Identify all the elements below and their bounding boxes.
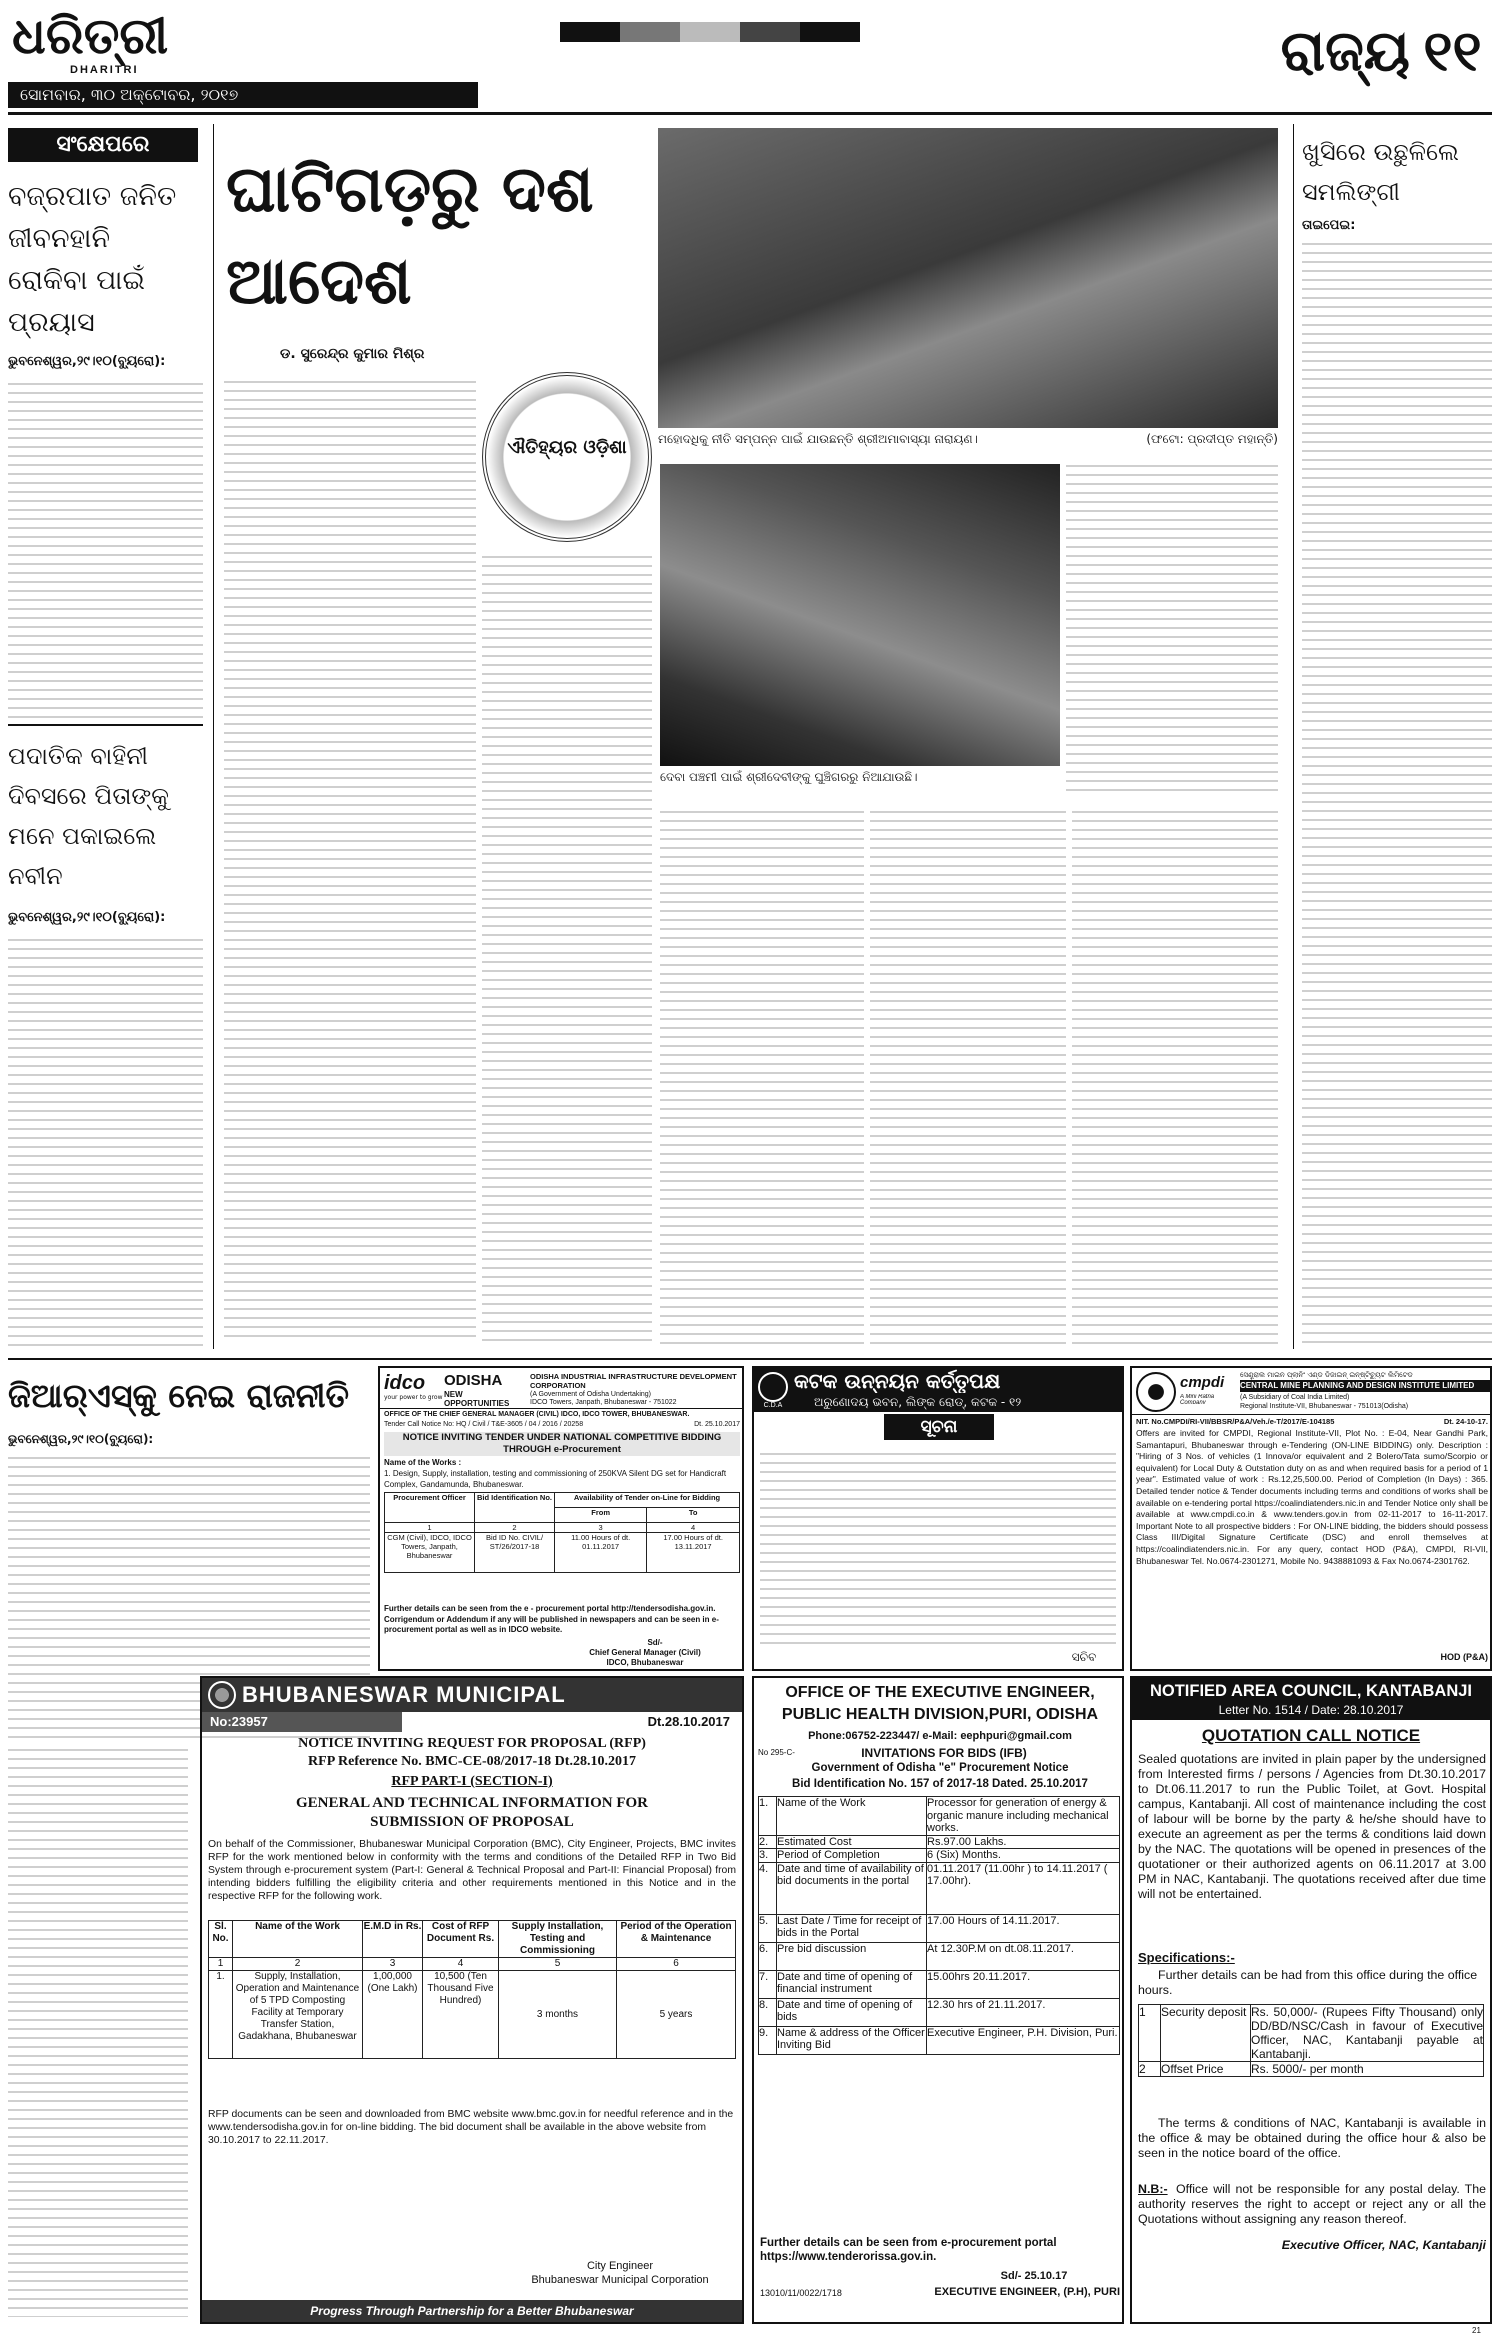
bmc-col-supply: Supply Installation, Testing and Commissioning bbox=[499, 1921, 617, 1958]
photo-caption-top: ମହୋଦଧିକୁ ନୀତି ସମ୍ପନ୍ନ ପାଇଁ ଯାଉଛନ୍ତି ଶ୍ରୀଅମାବାସ୍ୟା ନାରାୟଣ। bbox=[658, 432, 978, 446]
bmc-title: BHUBANESWAR MUNICIPAL bbox=[242, 1682, 566, 1707]
idco-logo-text: idco bbox=[384, 1372, 426, 1394]
idco-officer-cell: CGM (Civil), IDCO, IDCO Towers, Janpath, Bhubaneswar bbox=[385, 1533, 475, 1573]
newspaper-logo: ଧରିତ୍ରୀ bbox=[12, 6, 169, 65]
bmc-cell-emd: 1,00,000 (One Lakh) bbox=[363, 1971, 423, 2059]
feature-photo-top bbox=[658, 128, 1278, 428]
bmc-num-4: 4 bbox=[423, 1958, 499, 1971]
feature-body-col1 bbox=[224, 374, 476, 1344]
brief-title: ସଂକ୍ଷେପରେ bbox=[8, 128, 198, 162]
masthead bbox=[0, 0, 1500, 118]
phd-row5-no: 5. bbox=[759, 1914, 777, 1942]
phd-row1-value: Processor for generation of energy & organic manure including mechanical works. bbox=[927, 1797, 1120, 1836]
nac-signer: Executive Officer, NAC, Kantabanji bbox=[1281, 2238, 1486, 2252]
bmc-work-table bbox=[208, 1920, 736, 2059]
cda-notice-title: ସୂଚନା bbox=[884, 1414, 994, 1440]
bmc-num-5: 5 bbox=[499, 1958, 617, 1971]
idco-signer-office: IDCO, Bhubaneswar bbox=[606, 1658, 684, 1667]
idco-col-from: From bbox=[555, 1508, 647, 1523]
bmc-cell-slno: 1. bbox=[209, 1971, 233, 2059]
cmpdi-org-sub: (A Subsidiary of Coal India Limited) bbox=[1240, 1394, 1350, 1401]
phd-bid-id: Bid Identification No. 157 of 2017-18 Dated. 25.10.2017 bbox=[792, 1778, 1088, 1790]
idco-col-bid: Bid Identification No. bbox=[475, 1493, 555, 1523]
brief-story1-body bbox=[8, 376, 203, 718]
idco-num-2: 2 bbox=[475, 1523, 555, 1533]
bmc-num-2: 2 bbox=[233, 1958, 363, 1971]
idco-works-label: Name of the Works : bbox=[384, 1458, 462, 1467]
phd-row6-label: Pre bid discussion bbox=[777, 1942, 927, 1970]
phd-row7-no: 7. bbox=[759, 1970, 777, 1998]
idco-works-text: 1. Design, Supply, installation, testing and commissioning of 250KVA Silent DG set for Handicraft Complex, Gandamunda, Bhubaneswar. bbox=[384, 1469, 727, 1489]
phd-row3-value: 6 (Six) Months. bbox=[927, 1849, 1120, 1863]
idco-num-4: 4 bbox=[647, 1523, 740, 1533]
photo-caption-bottom: ଦେବା ପଞ୍ଚମୀ ପାଇଁ ଶ୍ରୀଦେବୀଙ୍କୁ ଘୁଞ୍ଚିଗରରୁ ନିଆଯାଉଛି। bbox=[660, 770, 918, 784]
bmc-num-6: 6 bbox=[617, 1958, 736, 1971]
phd-row7-value: 15.00hrs 20.11.2017. bbox=[927, 1970, 1120, 1998]
feature-body-col3 bbox=[1066, 458, 1278, 794]
brief-story2-body bbox=[8, 932, 203, 1346]
cda-logo bbox=[758, 1372, 788, 1402]
phd-row7-label: Date and time of opening of financial instrument bbox=[777, 1970, 927, 1998]
phd-row4-value: 01.11.2017 (11.00hr ) to 14.11.2017 ( 17.00hr). bbox=[927, 1862, 1120, 1914]
cda-title: କଟକ ଉନ୍ନୟନ କର୍ତ୍ତୃପକ୍ଷ bbox=[794, 1369, 1001, 1393]
brief-column bbox=[8, 124, 208, 1354]
bmc-heading-2: RFP Reference No. BMC-CE-08/2017-18 Dt.28.10.2017 bbox=[308, 1754, 636, 1769]
mid-page-rule bbox=[8, 1358, 1492, 1360]
phd-sd: Sd/- 25.10.17 bbox=[1000, 2270, 1068, 2282]
feature-body-col4 bbox=[660, 804, 864, 1344]
phd-contact: Phone:06752-223447/ e-Mail: eephpuri@gmail.com bbox=[808, 1730, 1072, 1742]
bmc-signer: City Engineer bbox=[586, 2260, 654, 2272]
phd-row9-no: 9. bbox=[759, 2026, 777, 2054]
nac-terms: The terms & conditions of NAC, Kantabanji is available in the office & may be obtained during the office hour & also be seen in the notice board of the office. bbox=[1138, 2116, 1486, 2160]
idco-to-cell: 17.00 Hours of dt. 13.11.2017 bbox=[647, 1533, 740, 1573]
phd-row6-no: 6. bbox=[759, 1942, 777, 1970]
idco-rule bbox=[380, 1408, 742, 1409]
masthead-rule bbox=[8, 112, 1492, 115]
feature-body-col5 bbox=[870, 804, 1066, 1344]
photo-credit: (ଫଟୋ: ପ୍ରଦୀପ୍ତ ମହାନ୍ତି) bbox=[1146, 432, 1278, 446]
phd-row2-value: Rs.97.00 Lakhs. bbox=[927, 1835, 1120, 1849]
phd-signer: EXECUTIVE ENGINEER, (P.H), PURI bbox=[934, 2286, 1120, 2298]
cda-notice-body bbox=[760, 1446, 1116, 1646]
column-rule-left bbox=[213, 124, 214, 1349]
nac-row1-value: Rs. 50,000/- (Rupees Fifty Thousand) only DD/BD/NSC/Cash in favour of Executive Officer, NAC, Kantabanji payable at Kantabanji. bbox=[1251, 2005, 1483, 2061]
nac-nb: Office will not be responsible for any postal delay. The authority reserves the right to accept or reject any or all the Quotations without assigning any reason thereof. bbox=[1138, 2182, 1486, 2226]
cmpdi-org-odia: ସେଣ୍ଟ୍ରାଲ ମାଇନ ପ୍ଲାନିଂ ଏଣ୍ଡ ଡିଜାଇନ୍ ଇନ୍ଷ୍ଟିଚ୍ୟୁଟ ଲିମିଟେଡ bbox=[1240, 1371, 1413, 1379]
nac-row2-value: Rs. 5000/- per month bbox=[1251, 2062, 1484, 2077]
nac-row1-no: 1 bbox=[1139, 2005, 1161, 2062]
phd-row5-value: 17.00 Hours of 14.11.2017. bbox=[927, 1914, 1120, 1942]
cmpdi-logo-text: cmpdi bbox=[1180, 1374, 1225, 1391]
idco-org-sub: (A Government of Odisha Undertaking) bbox=[530, 1391, 652, 1398]
phd-row3-no: 3. bbox=[759, 1849, 777, 1863]
feature-photo-bottom bbox=[660, 464, 1060, 766]
odisha-logo-text: ODISHA bbox=[444, 1372, 503, 1389]
bmc-heading-3: RFP PART-I (SECTION-I) bbox=[391, 1774, 553, 1789]
phd-row1-label: Name of the Work bbox=[777, 1797, 927, 1836]
cmpdi-rule bbox=[1132, 1414, 1490, 1415]
feature-byline: ଡ. ସୁରେନ୍ଦ୍ର କୁମାର ମିଶ୍ର bbox=[280, 346, 425, 362]
cmpdi-org-name: CENTRAL MINE PLANNING AND DESIGN INSTITUTE LIMITED bbox=[1240, 1380, 1490, 1392]
heritage-emblem-text: ଐତିହ୍ୟର ଓଡ଼ିଶା bbox=[507, 437, 627, 458]
feature-body-col2 bbox=[482, 549, 652, 1344]
cmpdi-logo bbox=[1136, 1372, 1176, 1412]
idco-org-address: IDCO Towers, Janpath, Bhubaneswar - 751022 bbox=[530, 1399, 677, 1406]
page-footer bbox=[0, 2326, 1500, 2335]
nac-title: NOTIFIED AREA COUNCIL, KANTABANJI bbox=[1149, 1682, 1473, 1700]
phd-row9-value: Executive Engineer, P.H. Division, Puri. bbox=[927, 2026, 1120, 2054]
bmc-heading-1: NOTICE INVITING REQUEST FOR PROPOSAL (RFP) bbox=[298, 1736, 646, 1751]
bmc-date: Dt.28.10.2017 bbox=[647, 1714, 730, 1729]
cda-signature: ସଚିବ bbox=[1071, 1650, 1097, 1664]
gst-dateline: ଭୁବନେଶ୍ୱର,୨୯।୧୦(ବ୍ୟୁରୋ): bbox=[8, 1432, 154, 1446]
idco-notice-no: Tender Call Notice No: HQ / Civil / T&E-3605 / 04 / 2016 / 20258 bbox=[384, 1421, 584, 1428]
idco-col-availability: Availability of Tender on-Line for Bidding bbox=[555, 1493, 740, 1508]
bmc-logo bbox=[208, 1681, 236, 1709]
idco-from-cell: 11.00 Hours of dt. 01.11.2017 bbox=[555, 1533, 647, 1573]
nac-body: Sealed quotations are invited in plain paper by the undersigned from Interested firms / persons / Agencies from Dt.30.10.2017 to Dt.06.11.2017 to run the Public Toilet, at Govt. Hospital campus, Kantabanji. All cost of maintenance including the cost of labour will be borne by the party & he/she should have to execute an agreement as per the terms & conditions laid down by the NAC. The quotations will be opened in presences of the quotationer or their authorized agents on 06.11.2017 at 3.00 PM in NAC, Kantabanji. The quotations received after due time will not be entertained. bbox=[1138, 1752, 1486, 1901]
nac-row1-label: Security deposit bbox=[1161, 2005, 1251, 2062]
gst-headline: ଜିଆର୍‌ଏସ୍‌କୁ ନେଇ ରାଜନୀତି bbox=[8, 1376, 350, 1415]
odisha-logo bbox=[444, 1372, 528, 1406]
brief-divider bbox=[8, 724, 203, 726]
phd-bid-table bbox=[758, 1796, 1120, 2055]
bmc-col-emd: E.M.D in Rs. bbox=[363, 1921, 423, 1958]
phd-row8-value: 12.30 hrs of 21.11.2017. bbox=[927, 1998, 1120, 2026]
bmc-cell-cost: 10,500 (Ten Thousand Five Hundred) bbox=[423, 1971, 499, 2059]
bmc-cell-supply: 3 months bbox=[499, 1971, 617, 2059]
idco-num-3: 3 bbox=[555, 1523, 647, 1533]
bmc-ref-no: No:23957 bbox=[202, 1712, 402, 1732]
odisha-logo-sub: NEW OPPORTUNITIES bbox=[444, 1390, 510, 1406]
cmpdi-signature: HOD (P&A) bbox=[1440, 1652, 1488, 1662]
cmpdi-notice bbox=[1130, 1366, 1492, 1671]
section-title: ରାଜ୍ୟ bbox=[1280, 19, 1410, 84]
heritage-emblem bbox=[482, 372, 652, 542]
feature-body-col6 bbox=[1072, 804, 1278, 1344]
column-rule-right bbox=[1293, 124, 1294, 1349]
page-number: ୧୧ bbox=[1423, 19, 1482, 84]
bmc-rfp-ad bbox=[200, 1676, 744, 2324]
bmc-footer-text: RFP documents can be seen and downloaded from BMC website www.bmc.gov.in for needful reference and in the www.tendersodisha.gov.in for on-line bidding. The bid document shall be available in the above website from 30.10.2017 to 22.11.2017. bbox=[208, 2109, 734, 2146]
brief-story1-dateline: ଭୁବନେଶ୍ୱର,୨୯।୧୦(ବ୍ୟୁରୋ): bbox=[8, 354, 166, 369]
nac-quotation-notice bbox=[1130, 1676, 1492, 2324]
nac-row2-no: 2 bbox=[1139, 2062, 1161, 2077]
bmc-num-3: 3 bbox=[363, 1958, 423, 1971]
phd-row8-no: 8. bbox=[759, 1998, 777, 2026]
feature-headline: ଘାଟିଗଡ଼ରୁ ଦଶ ଆଦେଶ bbox=[226, 153, 594, 319]
cmpdi-logo-sub: A Mini Ratna Company bbox=[1180, 1394, 1215, 1404]
phd-footer-text: Further details can be seen from e-procurement portal https://www.tenderorissa.gov.in. bbox=[760, 2237, 1057, 2263]
phd-row4-no: 4. bbox=[759, 1862, 777, 1914]
idco-office: OFFICE OF THE CHIEF GENERAL MANAGER (CIVIL) IDCO, IDCO TOWER, BHUBANESWAR. bbox=[384, 1411, 690, 1418]
cda-notice bbox=[752, 1366, 1124, 1671]
idco-sd: Sd/- bbox=[647, 1638, 663, 1647]
right-story-headline: ଖୁସିରେ ଉଛୁଳିଲେ ସମଲିଙ୍ଗୀ bbox=[1302, 138, 1459, 206]
nac-letter-no: Letter No. 1514 / Date: 28.10.2017 bbox=[1218, 1703, 1404, 1717]
bmc-col-period: Period of the Operation & Maintenance bbox=[617, 1921, 736, 1958]
phd-row2-no: 2. bbox=[759, 1835, 777, 1849]
phd-title-1: OFFICE OF THE EXECUTIVE ENGINEER, bbox=[785, 1684, 1095, 1701]
nac-spec-text: Further details can be had from this office during the office hours. bbox=[1138, 1968, 1478, 1997]
nac-spec-label: Specifications:- bbox=[1138, 1950, 1235, 1965]
right-story bbox=[1300, 124, 1495, 1354]
brief-story2-headline: ପଦାତିକ ବାହିନୀ ଦିବସରେ ପିତାଙ୍କୁ ମନେ ପକାଇଲେ ନବୀନ bbox=[8, 742, 170, 890]
gst-body-col bbox=[8, 1742, 188, 2317]
color-registration-bar bbox=[560, 22, 860, 42]
right-story-dateline: ତାଇପେଇ: bbox=[1302, 218, 1356, 233]
bmc-cell-period: 5 years bbox=[617, 1971, 736, 2059]
idco-logo-tagline: your power to grow bbox=[384, 1394, 443, 1401]
newspaper-logo-sub: DHARITRI bbox=[70, 64, 139, 76]
phd-ref-no: 13010/11/0022/1718 bbox=[760, 2288, 842, 2298]
bmc-signer-org: Bhubaneswar Municipal Corporation bbox=[531, 2274, 709, 2286]
cmpdi-nit-no: NIT. No.CMPDI/RI-VII/BBSR/P&A/Veh./e-T/2017/E-104185 bbox=[1136, 1417, 1335, 1426]
idco-tender-table bbox=[384, 1492, 740, 1573]
phd-row8-label: Date and time of opening of bids bbox=[777, 1998, 927, 2026]
brief-story1-headline: ବଜ୍ରପାତ ଜନିତ ଜୀବନହାନି ରୋକିବା ପାଇଁ ପ୍ରୟାସ bbox=[8, 181, 177, 338]
nac-deposit-table bbox=[1138, 2004, 1484, 2077]
bmc-body: On behalf of the Commissioner, Bhubaneswar Municipal Corporation (BMC), City Engineer, Projects, BMC invites RFP for the work mentioned below in conformity with the terms and conditions of the Detailed RFP in Two Bid System through e-procurement system (Part-I: General & Technical Proposal and Part-II: Financial Proposal) from intending bidders fulfilling the eligibility criteria and other requirements mentioned in this Notice and in the respective RFP for the following work. bbox=[208, 1839, 736, 1902]
idco-logo bbox=[384, 1372, 444, 1406]
right-story-body bbox=[1302, 236, 1492, 1346]
phd-title-2: PUBLIC HEALTH DIVISION,PURI, ODISHA bbox=[781, 1706, 1099, 1723]
bmc-cell-work: Supply, Installation, Operation and Maintenance of 5 TPD Composting Facility at Temporary Transfer Station, Gadakhana, Bhubaneswar bbox=[233, 1971, 363, 2059]
bmc-tagline: Progress Through Partnership for a Better Bhubaneswar bbox=[202, 2300, 742, 2322]
phd-row6-value: At 12.30P.M on dt.08.11.2017. bbox=[927, 1942, 1120, 1970]
idco-col-officer: Procurement Officer bbox=[385, 1493, 475, 1523]
phd-row1-no: 1. bbox=[759, 1797, 777, 1836]
phd-ifb-title: INVITATIONS FOR BIDS (IFB) bbox=[861, 1746, 1027, 1760]
phd-row5-label: Last Date / Time for receipt of bids in the Portal bbox=[777, 1914, 927, 1942]
cmpdi-nit-date: Dt. 24-10-17. bbox=[1443, 1417, 1488, 1426]
phd-letter-no: No 295-C- bbox=[758, 1748, 795, 1757]
phd-puri-notice bbox=[752, 1676, 1124, 2324]
issue-date: ସୋମବାର, ୩୦ ଅକ୍ଟୋବର, ୨୦୧୭ bbox=[20, 85, 239, 104]
phd-row3-label: Period of Completion bbox=[777, 1849, 927, 1863]
phd-row9-label: Name & address of the Officer Inviting Bid bbox=[777, 2026, 927, 2054]
cmpdi-org-address: Regional Institute-VII, Bhubaneswar - 751013(Odisha) bbox=[1240, 1403, 1409, 1410]
bmc-col-slno: Sl. No. bbox=[209, 1921, 233, 1958]
nac-row2-label: Offset Price bbox=[1161, 2062, 1251, 2077]
nac-nb-label: N.B:- bbox=[1138, 2182, 1168, 2196]
phd-row4-label: Date and time of availability of bid documents in the portal bbox=[777, 1862, 927, 1914]
footer-page-number: 21 bbox=[1472, 2326, 1481, 2335]
idco-footer-text: Further details can be seen from the e - procurement portal http://tendersodisha.gov.in. Corrigendum or Addendum if any will be published in newspapers and can be seen in e-procurement portal as well as in IDCO website. bbox=[384, 1604, 719, 1634]
phd-gov-line: Government of Odisha "e" Procurement Notice bbox=[811, 1762, 1069, 1774]
cda-address: ଅରୁଣୋଦୟ ଭବନ, ଲିଙ୍କ ରୋଡ୍‌, କଟକ - ୧୨ bbox=[814, 1395, 1022, 1409]
cda-logo-text: C.D.A bbox=[763, 1402, 783, 1409]
idco-signer: Chief General Manager (Civil) bbox=[589, 1648, 701, 1657]
bmc-col-work: Name of the Work bbox=[233, 1921, 363, 1958]
idco-tender-ad bbox=[378, 1366, 744, 1671]
idco-notice-date: Dt. 25.10.2017 bbox=[694, 1421, 740, 1428]
cmpdi-body: Offers are invited for CMPDI, Regional Institute-VII, Plot No. : E-04, Near Gandhi Park, Samantapuri, Bhubaneswar through e-Tendering (ON-LINE BIDDING) only. Description : "Hiring of 3 Nos. of vehicles (1 Innova/or equivalent and 2 Bolero/Tata sumo/Scorpio or equivalent) for Local Duty & Outstation duty on as and when required basis for a period of 1 year". Estimated value of work : Rs.12,25,500.00. Period of Completion (In Days) : 365. Detailed tender notice & Tender documents including terms and conditions of works shall be available on e-tendering portal https://coalindiatenders.nic.in and Tender Notice only shall be available at www.cmpdi.co.in & www.tenders.gov.in from 02-11-2017 to 16-11-2017. Important Note to all prospective bidders : For ON-LINE bidding, the bidders should possess Class III/Digital Signature Certificate (DSC) and enroll themselves at https://coalindiatenders.nic.in. For any query, contact HOD (P&A), CMPDI, RI-VII, Bhubaneswar Tel. No.0674-2301271, Mobile No. 9438881093 & Fax No.0674-2301762. bbox=[1136, 1428, 1488, 1566]
brief-story2-dateline: ଭୁବନେଶ୍ୱର,୨୯।୧୦(ବ୍ୟୁରୋ): bbox=[8, 910, 166, 925]
bmc-num-1: 1 bbox=[209, 1958, 233, 1971]
idco-notice-title: NOTICE INVITING TENDER UNDER NATIONAL COMPETITIVE BIDDING THROUGH e-Procurement bbox=[384, 1432, 740, 1456]
idco-org-name: ODISHA INDUSTRIAL INFRASTRUCTURE DEVELOPMENT CORPORATION bbox=[530, 1372, 737, 1390]
idco-num-1: 1 bbox=[385, 1523, 475, 1533]
feature-article bbox=[220, 124, 1285, 1354]
bmc-col-cost: Cost of RFP Document Rs. bbox=[423, 1921, 499, 1958]
bmc-heading-4: GENERAL AND TECHNICAL INFORMATION FOR SUBMISSION OF PROPOSAL bbox=[296, 1795, 648, 1830]
phd-row2-label: Estimated Cost bbox=[777, 1835, 927, 1849]
nac-heading: QUOTATION CALL NOTICE bbox=[1201, 1726, 1421, 1745]
idco-col-to: To bbox=[647, 1508, 740, 1523]
idco-bid-cell: Bid ID No. CIVIL/ ST/26/2017-18 bbox=[475, 1533, 555, 1573]
